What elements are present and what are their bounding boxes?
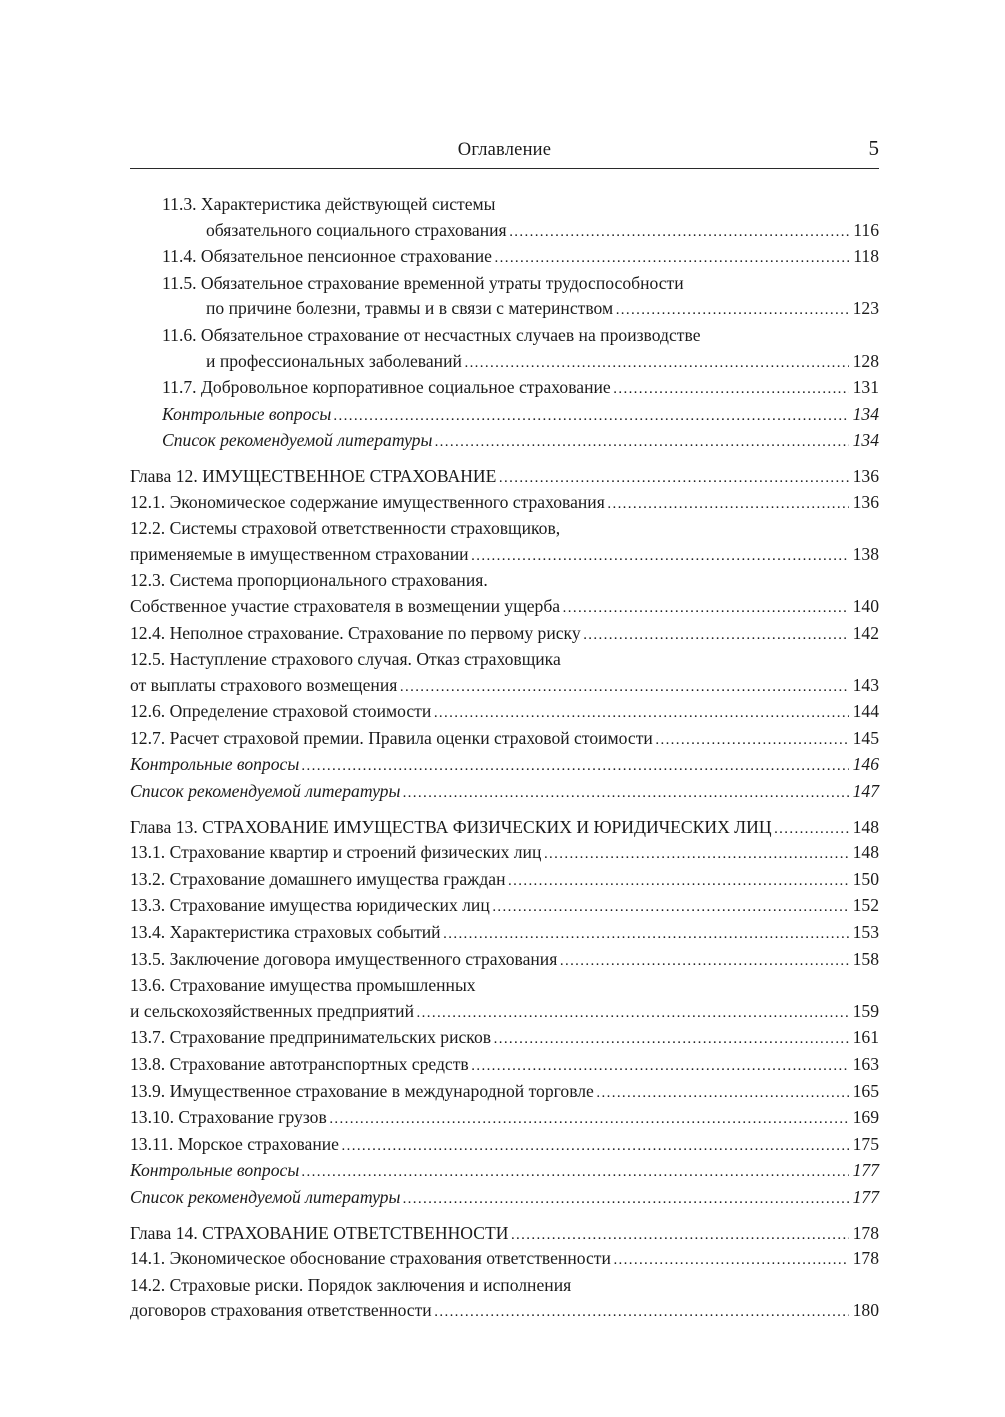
toc-section-entry[interactable] (130, 1025, 879, 1051)
toc-line (130, 1185, 879, 1211)
entry-title: договоров страхования ответственности . . . (130, 1298, 849, 1326)
entry-page-number: 169 (852, 1107, 879, 1128)
toc-line (130, 323, 879, 349)
toc-section-entry[interactable] (130, 244, 879, 270)
toc-line (130, 621, 879, 647)
entry-title: 11.3. Характеристика действующей системы (162, 194, 496, 214)
toc-section-entry[interactable] (130, 867, 879, 893)
entry-title: 13.8. Страхование автотранспортных средств . . . (130, 1052, 849, 1080)
entry-page-number: 140 (852, 595, 879, 616)
chapter-title: Глава 14. СТРАХОВАНИЕ ОТВЕТСТВЕННОСТИ . . . (130, 1221, 849, 1249)
toc-section-entry[interactable] (130, 568, 879, 619)
toc-group (130, 192, 879, 454)
entry-title: 11.6. Обязательное страхование от несчастных случаев на производстве (162, 324, 701, 345)
entry-title: от выплаты страхового возмещения . . . (130, 673, 849, 701)
toc-group (130, 464, 879, 805)
entry-page-number: 134 (852, 403, 879, 424)
entry-title: 13.4. Характеристика страховых событий . . . (130, 920, 849, 948)
toc-auxiliary-entry[interactable] (130, 402, 879, 428)
entry-page-number: 153 (852, 922, 879, 943)
toc-line (130, 647, 879, 673)
entry-title: Список рекомендуемой литературы . . . (162, 428, 849, 456)
chapter-page-number: 136 (852, 465, 879, 486)
chapter-page-number: 148 (852, 816, 879, 837)
toc-auxiliary-entry[interactable] (130, 1185, 879, 1211)
entry-title: 13.2. Страхование домашнего имущества граждан . . . (130, 867, 849, 895)
toc-line (130, 973, 879, 999)
entry-title: 13.3. Страхование имущества юридических лиц . . . (130, 893, 849, 921)
toc-line (130, 1273, 879, 1299)
toc-auxiliary-entry[interactable] (130, 779, 879, 805)
toc-section-entry[interactable] (130, 516, 879, 567)
entry-title: 14.1. Экономическое обоснование страхования ответственности . . . (130, 1246, 849, 1274)
toc-line (130, 1132, 879, 1158)
toc-line (130, 1079, 879, 1105)
toc-section-entry[interactable] (130, 1079, 879, 1105)
entry-page-number: 165 (852, 1080, 879, 1101)
entry-title: 13.10. Страхование грузов . . . (130, 1105, 849, 1133)
entry-title: применяемые в имущественном страховании . . . (130, 542, 849, 570)
entry-page-number: 143 (852, 674, 879, 695)
entry-page-number: 136 (852, 491, 879, 512)
entry-page-number: 180 (852, 1300, 879, 1321)
chapter-heading[interactable] (130, 464, 879, 490)
toc-line (130, 673, 879, 699)
toc-group (130, 1221, 879, 1324)
entry-title: 13.9. Имущественное страхование в международной торговле . . . (130, 1079, 849, 1107)
entry-page-number: 128 (852, 350, 879, 371)
entry-page-number: 177 (852, 1160, 879, 1181)
toc-line (130, 1052, 879, 1078)
entry-page-number: 148 (852, 842, 879, 863)
entry-page-number: 116 (853, 219, 879, 240)
entry-title: 13.11. Морское страхование . . . (130, 1132, 849, 1160)
toc-section-entry[interactable] (130, 490, 879, 516)
entry-title: 11.7. Добровольное корпоративное социальное страхование . . . (162, 375, 849, 403)
entry-title: Контрольные вопросы . . . (130, 752, 849, 780)
page-number: 5 (868, 136, 879, 160)
toc-line (130, 1158, 879, 1184)
entry-page-number: 144 (852, 701, 879, 722)
toc-group (130, 815, 879, 1211)
toc-section-entry[interactable] (130, 323, 879, 374)
entry-page-number: 161 (852, 1027, 879, 1048)
toc-line (130, 218, 879, 244)
toc-line (130, 999, 879, 1025)
toc-line (130, 893, 879, 919)
entry-title: 13.5. Заключение договора имущественного страхования . . . (130, 947, 849, 975)
toc-section-entry[interactable] (130, 192, 879, 243)
entry-title: и профессиональных заболеваний . . . (206, 349, 849, 377)
toc-line (130, 296, 879, 322)
entry-page-number: 163 (852, 1054, 879, 1074)
entry-title: Контрольные вопросы . . . (162, 402, 849, 430)
toc-line (130, 490, 879, 516)
entry-page-number: 158 (852, 948, 879, 969)
entry-page-number: 138 (852, 543, 879, 564)
entry-title: 12.6. Определение страховой стоимости . . . (130, 699, 849, 727)
toc-line (130, 1105, 879, 1131)
toc-section-entry[interactable] (130, 1246, 879, 1272)
toc-section-entry[interactable] (130, 647, 879, 698)
toc-line (130, 1025, 879, 1051)
toc-section-entry[interactable] (130, 726, 879, 752)
toc-auxiliary-entry[interactable] (130, 752, 879, 778)
toc-line (130, 192, 879, 218)
toc-section-entry[interactable] (130, 621, 879, 647)
toc-auxiliary-entry[interactable] (130, 428, 879, 454)
toc-line (130, 349, 879, 375)
toc-line (130, 402, 879, 428)
entry-title: 13.7. Страхование предпринимательских рисков . . . (130, 1025, 849, 1053)
running-header (130, 136, 879, 169)
toc-line (130, 244, 879, 270)
chapter-page-number: 178 (852, 1222, 879, 1243)
toc-line (130, 516, 879, 542)
toc-line (130, 867, 879, 893)
toc-line (130, 752, 879, 778)
entry-page-number: 159 (852, 1000, 879, 1021)
entry-page-number: 131 (852, 377, 879, 398)
entry-title: Контрольные вопросы . . . (130, 1158, 849, 1186)
toc-line (130, 428, 879, 454)
entry-page-number: 147 (852, 781, 879, 802)
toc-section-entry[interactable] (130, 1052, 879, 1078)
entry-title: 12.5. Наступление страхового случая. Отказ страховщика (130, 649, 561, 670)
toc-line (130, 779, 879, 805)
entry-title: и сельскохозяйственных предприятий . . . (130, 999, 849, 1027)
entry-page-number: 142 (852, 622, 879, 643)
toc-line (130, 840, 879, 866)
toc-line (130, 568, 879, 594)
entry-page-number: 175 (852, 1133, 879, 1154)
entry-page-number: 150 (852, 868, 879, 889)
chapter-title: Глава 12. ИМУЩЕСТВЕННОЕ СТРАХОВАНИЕ . . . (130, 464, 849, 492)
entry-title: 12.4. Неполное страхование. Страхование по первому риску . . . (130, 621, 849, 649)
toc-section-entry[interactable] (130, 973, 879, 1024)
entry-page-number: 177 (852, 1186, 879, 1207)
toc-line (130, 1246, 879, 1272)
entry-page-number: 178 (852, 1248, 879, 1269)
toc-line (130, 947, 879, 973)
toc-section-entry[interactable] (130, 1105, 879, 1131)
header-title: Оглавление (457, 140, 552, 160)
entry-title: 12.3. Система пропорционального страхования. (130, 570, 488, 591)
table-of-contents (130, 192, 879, 1325)
toc-auxiliary-entry[interactable] (130, 1158, 879, 1184)
toc-section-entry[interactable] (130, 1273, 879, 1324)
toc-line (130, 1298, 879, 1324)
entry-page-number: 152 (852, 895, 879, 916)
toc-line (130, 542, 879, 568)
chapter-title: Глава 13. СТРАХОВАНИЕ ИМУЩЕСТВА ФИЗИЧЕСКИХ И ЮРИДИЧЕСКИХ ЛИЦ . . . (130, 815, 849, 843)
toc-section-entry[interactable] (130, 947, 879, 973)
toc-line (130, 699, 879, 725)
entry-title: 14.2. Страховые риски. Порядок заключения и исполнения (130, 1274, 572, 1295)
toc-section-entry[interactable] (130, 1132, 879, 1158)
entry-title: Список рекомендуемой литературы . . . (130, 779, 849, 807)
toc-section-entry[interactable] (130, 699, 879, 725)
entry-title: Список рекомендуемой литературы . . . (130, 1185, 849, 1213)
entry-page-number: 123 (852, 298, 879, 319)
toc-section-entry[interactable] (130, 920, 879, 946)
toc-line (130, 920, 879, 946)
entry-title: по причине болезни, травмы и в связи с материнством . . . (206, 296, 849, 324)
entry-page-number: 146 (852, 754, 879, 775)
entry-page-number: 134 (852, 430, 879, 451)
toc-line (130, 375, 879, 401)
toc-section-entry[interactable] (130, 271, 879, 322)
entry-title: обязательного социального страхования . . . (206, 218, 849, 246)
entry-page-number: 118 (853, 246, 879, 267)
chapter-heading[interactable] (130, 815, 879, 841)
toc-section-entry[interactable] (130, 893, 879, 919)
entry-page-number: 145 (852, 727, 879, 748)
entry-title: 11.4. Обязательное пенсионное страхование . . . (162, 244, 849, 272)
entry-title: 13.1. Страхование квартир и строений физических лиц . . . (130, 840, 849, 868)
entry-title: 12.2. Системы страховой ответственности страховщиков, (130, 518, 561, 539)
toc-line (130, 271, 879, 297)
entry-title: 12.7. Расчет страховой премии. Правила оценки страховой стоимости . . . (130, 726, 849, 754)
entry-title: Собственное участие страхователя в возмещении ущерба . . . (130, 594, 849, 622)
chapter-heading[interactable] (130, 1221, 879, 1247)
toc-section-entry[interactable] (130, 840, 879, 866)
entry-title: 12.1. Экономическое содержание имущественного страхования . . . (130, 490, 849, 518)
entry-title: 13.6. Страхование имущества промышленных (130, 975, 476, 996)
toc-section-entry[interactable] (130, 375, 879, 401)
toc-line (130, 726, 879, 752)
toc-line (130, 594, 879, 620)
entry-title: 11.5. Обязательное страхование временной утраты трудоспособности (162, 272, 684, 293)
